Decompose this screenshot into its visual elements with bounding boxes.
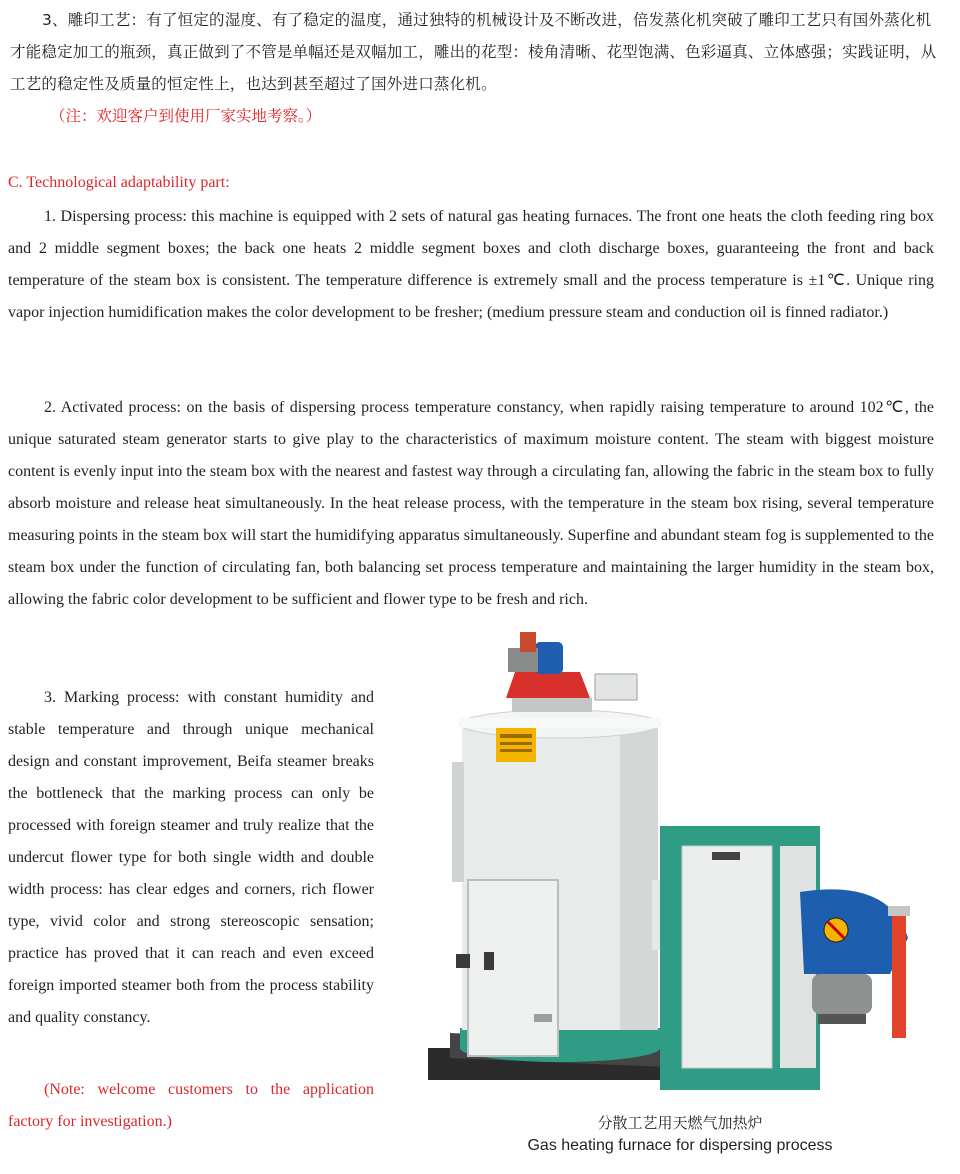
cabinet-nameplate (712, 852, 740, 860)
paragraph-marking: 3. Marking process: with constant humidity and stable temperature and through unique mechanical design and constant improvement, Beifa steamer breaks the bottleneck that the marking process can only be processed with foreign steamer and truly realize that the undercut flower type for both single width and double width process: has clear edges and corners, rich flower type, vivid color and strong stereoscopic sensation; practice has proved that it can reach and even exceed foreign imported steamer both from the process stability and quality constancy. (8, 689, 374, 1026)
cabinet-panel (682, 846, 772, 1068)
furnace-door (468, 880, 558, 1056)
paragraph-activated: 2. Activated process: on the basis of dispersing process temperature constancy, when rapidly raising temperature to around 102℃, the unique saturated steam generator starts to give play to the characteristics of maximum moisture content. The steam with biggest moisture content is evenly input into the steam box with the nearest and fastest way through a circulating fan, allowing the fabric in the steam box to fully absorb moisture and release heat simultaneously. In the heat release process, with the temperature in the steam box rising, several temperature measuring points in the steam box will start the humidifying apparatus simultaneously. Superfine and abundant steam fog is supplemented to the steam box under the function of circulating fan, both balancing set process temperature and maintaining the larger humidity in the steam box, allowing the fabric color development to be sufficient and flower type to be fresh and rich. (8, 399, 934, 608)
paragraph-note: (Note: welcome customers to the application factory for investigation.) (8, 1081, 374, 1130)
door-handle-2 (484, 952, 494, 970)
figure-caption-chinese: 分散工艺用天燃气加热炉 (597, 1114, 763, 1132)
burner-collar (512, 698, 592, 712)
cylinder-rim (460, 718, 660, 728)
gas-furnace-photo (420, 628, 940, 1118)
burner-motor-blue (535, 642, 563, 674)
section-title: C. Technological adaptability part: (8, 174, 230, 191)
motor-mount (818, 1014, 866, 1024)
red-pipe-cap (888, 906, 910, 916)
cylinder-shadow (620, 724, 658, 1030)
burner-red-cone (506, 672, 590, 698)
door-hinge (534, 1014, 552, 1022)
chinese-note: （注：欢迎客户到使用厂家实地考察。） (50, 107, 322, 125)
control-box (595, 674, 637, 700)
red-pipe (892, 912, 906, 1038)
paragraph-dispersing: 1. Dispersing process: this machine is equipped with 2 sets of natural gas heating furnaces. The front one heats the cloth feeding ring box and 2 middle segment boxes; the back one heats 2 middle segment boxes and cloth discharge boxes, guaranteeing the front and back temperature of the steam box is consistent. The temperature difference is extremely small and the process temperature is ±1℃. Unique ring vapor injection humidification makes the color development to be fresher; (medium pressure steam and conduction oil is finned radiator.) (8, 208, 935, 321)
figure-caption-english: Gas heating furnace for dispersing process (527, 1137, 833, 1154)
chinese-section (10, 4, 940, 132)
cylinder-side-panel (452, 762, 464, 882)
fan-housing (800, 889, 908, 974)
chinese-paragraph: 3、雕印工艺：有了恒定的湿度、有了稳定的温度，通过独特的机械设计及不断改进，倍发蒸化机突破了雕印工艺只有国外蒸化机才能稳定加工的瓶颈，真正做到了不管是单幅还是双幅加工，雕出的花型：棱角清晰、花型饱满、色彩逼真、立体感强；实践证明，从工艺的稳定性及质量的恒定性上，也达到甚至超过了国外进口蒸化机。 (10, 11, 937, 93)
fan-motor (812, 974, 872, 1014)
burner-pipe (520, 632, 536, 652)
door-handle (456, 954, 470, 968)
